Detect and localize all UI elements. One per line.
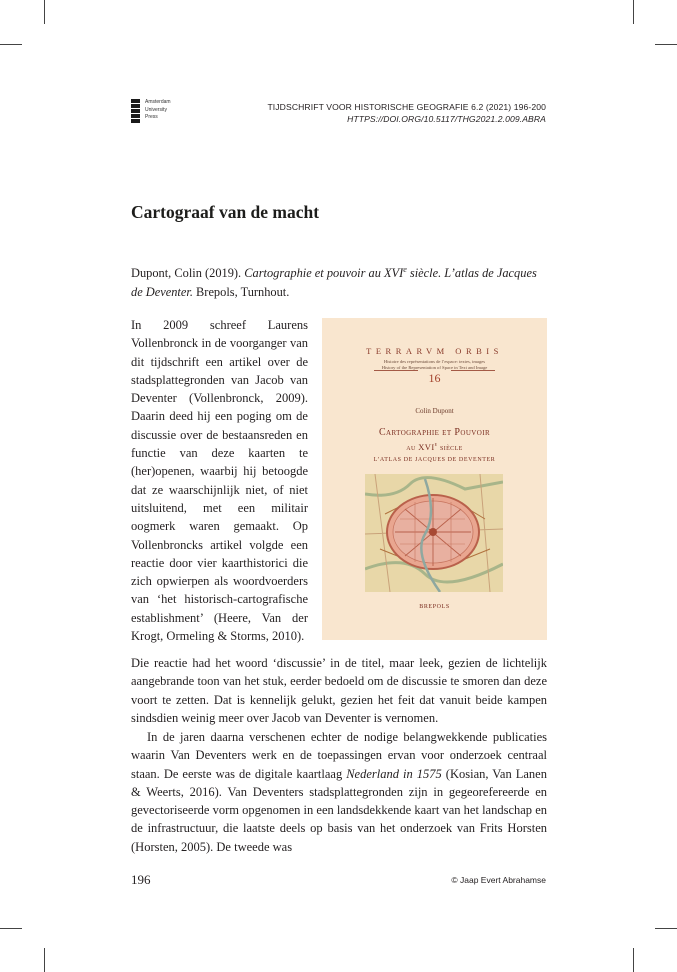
cover-series-subtitle: Histoire des représentations de l’espace: textes, images History of the Representation of Space in Text and Image <box>381 359 488 370</box>
crop-mark <box>655 928 677 929</box>
cover-title: Cartographie et Pouvoir <box>378 427 491 438</box>
publisher-logo-text: Amsterdam University Press <box>145 99 171 120</box>
cover-publisher: BREPOLS <box>419 604 450 610</box>
page-number: 196 <box>131 872 151 887</box>
cover-author: Colin Dupont <box>415 407 454 415</box>
body-paragraph-1: In 2009 schreef Laurens Vollenbronck in de voorganger van dit tijdschrift een artikel over de stadsplattegronden van Jacob van Deventer (Vollenbronck, 2009). Daarin deed hij een poging om de discussie over de bestaansreden en functie van deze kaarten te (her)openen, waarbij hij betoogde dat ze waarschijnlijk niet, of niet uitsluitend, met een militair oogmerk waren gemaakt. Op Vollenbroncks artikel volgde een reactie door vier kaarthistorici die zich opwierpen als woordvoerders van ‘het historisch-cartografische establishment’ (Heere, Van der Krogt, Ormeling & Storms, 2010). <box>131 318 308 644</box>
crop-mark <box>633 948 634 972</box>
cover-series: TERRARVM ORBIS <box>366 346 503 356</box>
crop-mark <box>0 928 22 929</box>
crop-mark <box>0 44 22 45</box>
cover-volume-number: 16 <box>428 371 441 385</box>
body-paragraph-2: Die reactie had het woord ‘discussie’ in de titel, maar leek, gezien de lichtelijk aangebrande toon van het stuk, eerder bedoeld om de discussie te smoren dan deze voort te zetten. Dat is kennelijk gelukt, gezien het feit dat vanuit beide kampen sindsdien weinig meer over Jacob van Deventer is vernomen. <box>131 656 547 725</box>
cover-title-line2: au XVIe siècle <box>406 442 463 452</box>
city-map-illustration <box>365 474 503 592</box>
book-citation <box>131 260 547 302</box>
running-header <box>267 101 546 125</box>
copyright-notice: © Jaap Evert Abrahamse <box>451 875 546 885</box>
citation-author: Dupont, Colin (2019). <box>131 266 242 281</box>
citation-publisher: Brepols, Turnhout. <box>196 285 290 300</box>
book-cover-image <box>322 318 547 640</box>
publisher-logo <box>131 99 191 123</box>
article-title: Cartograaf van de macht <box>131 202 320 222</box>
publisher-logo-icon <box>131 99 140 123</box>
body-paragraph-3: In de jaren daarna verschenen echter de nodige belangwekkende publicaties waarin Van Deventers werk en de toepassingen ervan voor onderzoek centraal staan. De eerste was de digitale kaartlaag Nederland in 1575 (Kosian, Van Lanen & Weerts, 2016). Van Deventers stadsplattegronden zijn in gegeorefereerde en gevectoriseerde vorm opgenomen in een landsdekkende kaart van het landschap en de infrastructuur, die laatste deels op basis van het onderzoek van Frits Horsten (Horsten, 2005). De tweede was <box>131 730 547 854</box>
citation-book-title: Cartographie et pouvoir au XVIe siècle. L’atlas de Jacques de Deventer. <box>131 265 537 300</box>
crop-mark <box>655 44 677 45</box>
crop-mark <box>44 0 45 24</box>
crop-mark <box>633 0 634 24</box>
journal-reference: TIJDSCHRIFT VOOR HISTORISCHE GEOGRAFIE 6.2 (2021) 196-200 <box>267 102 546 112</box>
crop-mark <box>44 948 45 972</box>
cover-subtitle: L’ATLAS DE JACQUES DE DEVENTER <box>373 457 496 463</box>
doi-link[interactable]: HTTPS://DOI.ORG/10.5117/THG2021.2.009.ABRA <box>347 114 546 124</box>
